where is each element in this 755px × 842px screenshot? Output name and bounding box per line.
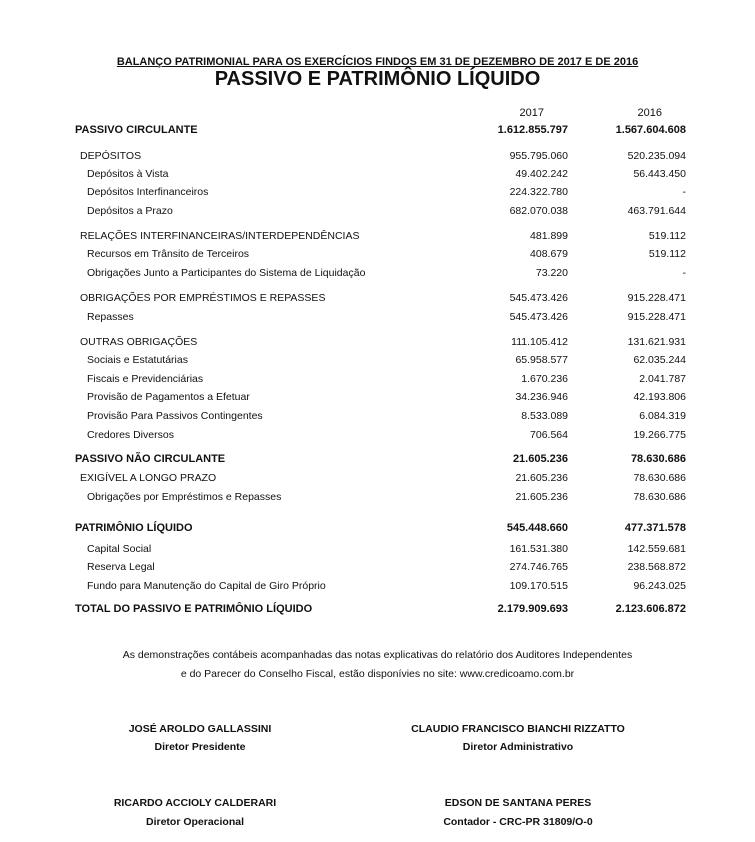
value-2016: 78.630.686	[633, 491, 686, 503]
signature-name: JOSÉ AROLDO GALLASSINI	[128, 723, 272, 735]
value-2017: 8.533.089	[521, 410, 568, 422]
row-label: Fiscais e Previdenciárias	[87, 373, 204, 385]
value-2017: 545.473.426	[509, 292, 568, 304]
value-2016: 131.621.931	[627, 336, 686, 348]
value-2016: 62.035.244	[633, 354, 686, 366]
signature-name: EDSON DE SANTANA PERES	[444, 797, 592, 809]
value-2017: 955.795.060	[509, 150, 568, 162]
group-row	[0, 336, 755, 352]
value-2016: 519.112	[648, 248, 686, 260]
value-2017: 49.402.242	[515, 168, 568, 180]
row-label: Obrigações por Empréstimos e Repasses	[87, 491, 282, 503]
value-2016: 42.193.806	[633, 391, 686, 403]
report-subtitle: BALANÇO PATRIMONIAL PARA OS EXERCÍCIOS FINDOS EM 31 DE DEZEMBRO DE 2017 E DE 2016	[116, 56, 639, 68]
notes-line-2: e do Parecer do Conselho Fiscal, estão disponívies no site: www.credicoamo.com.br	[180, 668, 575, 680]
value-2016: 78.630.686	[630, 453, 686, 465]
row-label: Depósitos à Vista	[87, 168, 169, 180]
value-2017: 408.679	[530, 248, 568, 260]
value-2016: 142.559.681	[627, 543, 686, 555]
value-2017: 161.531.380	[509, 543, 568, 555]
table-row	[0, 267, 755, 283]
row-label: OUTRAS OBRIGAÇÕES	[80, 336, 198, 348]
value-2016: 915.228.471	[627, 311, 686, 323]
row-label: OBRIGAÇÕES POR EMPRÉSTIMOS E REPASSES	[80, 292, 326, 304]
value-2016: 915.228.471	[627, 292, 686, 304]
value-2016: 2.123.606.872	[615, 603, 686, 615]
row-label: DEPÓSITOS	[80, 150, 142, 162]
row-label: Credores Diversos	[87, 429, 174, 441]
row-label: PASSIVO NÃO CIRCULANTE	[75, 453, 226, 465]
row-label: PATRIMÔNIO LÍQUIDO	[75, 522, 193, 534]
signature-name: CLAUDIO FRANCISCO BIANCHI RIZZATTO	[411, 723, 625, 735]
row-label: Recursos em Trânsito de Terceiros	[87, 248, 250, 260]
value-2016: 238.568.872	[627, 561, 686, 573]
value-2017: 1.612.855.797	[497, 124, 568, 136]
section-row	[0, 522, 755, 538]
table-row	[0, 580, 755, 596]
value-2017: 2.179.909.693	[497, 603, 568, 615]
table-row	[0, 561, 755, 577]
value-2016: 463.791.644	[627, 205, 686, 217]
value-2016: 6.084.319	[639, 410, 686, 422]
signature-name: RICARDO ACCIOLY CALDERARI	[113, 797, 277, 809]
value-2017: 65.958.577	[515, 354, 568, 366]
table-row	[0, 205, 755, 221]
value-2016: -	[682, 267, 686, 279]
value-2017: 21.605.236	[515, 491, 568, 503]
value-2017: 545.473.426	[509, 311, 568, 323]
table-row	[0, 429, 755, 445]
signature-role: Diretor Operacional	[145, 816, 245, 828]
value-2017: 109.170.515	[509, 580, 568, 592]
notes-line-1: As demonstrações contábeis acompanhadas das notas explicativas do relatório dos Auditores Independentes	[122, 649, 633, 661]
signature-role: Diretor Administrativo	[462, 741, 574, 753]
section-row	[0, 603, 755, 619]
value-2017: 1.670.236	[521, 373, 568, 385]
table-row	[0, 543, 755, 559]
row-label: Repasses	[87, 311, 134, 323]
value-2016: 96.243.025	[633, 580, 686, 592]
value-2017: 21.605.236	[512, 453, 568, 465]
value-2016: 520.235.094	[627, 150, 686, 162]
table-row	[0, 373, 755, 389]
row-label: Reserva Legal	[87, 561, 155, 573]
group-row	[0, 230, 755, 246]
value-2017: 682.070.038	[509, 205, 568, 217]
signature-role: Contador - CRC-PR 31809/O-0	[443, 816, 593, 828]
column-header-2017: 2017	[519, 107, 544, 119]
value-2017: 481.899	[530, 230, 568, 242]
value-2016: 19.266.775	[633, 429, 686, 441]
row-label: Fundo para Manutenção do Capital de Giro Próprio	[87, 580, 326, 592]
value-2017: 224.322.780	[509, 186, 568, 198]
value-2016: 1.567.604.608	[615, 124, 686, 136]
value-2017: 706.564	[530, 429, 568, 441]
value-2017: 545.448.660	[506, 522, 568, 534]
row-label: Sociais e Estatutárias	[87, 354, 188, 366]
value-2017: 34.236.946	[515, 391, 568, 403]
column-header-2016: 2016	[637, 107, 662, 119]
row-label: TOTAL DO PASSIVO E PATRIMÔNIO LÍQUIDO	[75, 603, 313, 615]
row-label: Provisão de Pagamentos a Efetuar	[87, 391, 250, 403]
table-row	[0, 491, 755, 507]
value-2016: 78.630.686	[633, 472, 686, 484]
row-label: Depósitos a Prazo	[87, 205, 173, 217]
table-row	[0, 248, 755, 264]
table-row	[0, 168, 755, 184]
value-2016: 519.112	[648, 230, 686, 242]
value-2016: 56.443.450	[633, 168, 686, 180]
table-row	[0, 391, 755, 407]
group-row	[0, 472, 755, 488]
table-row	[0, 354, 755, 370]
row-label: Provisão Para Passivos Contingentes	[87, 410, 263, 422]
row-label: EXIGÍVEL A LONGO PRAZO	[80, 472, 217, 484]
group-row	[0, 292, 755, 308]
value-2016: 2.041.787	[639, 373, 686, 385]
value-2017: 111.105.412	[511, 336, 568, 348]
group-row	[0, 150, 755, 166]
row-label: RELAÇÕES INTERFINANCEIRAS/INTERDEPENDÊNCIAS	[80, 230, 360, 242]
value-2017: 73.220	[535, 267, 568, 279]
row-label: Depósitos Interfinanceiros	[87, 186, 209, 198]
value-2016: 477.371.578	[624, 522, 686, 534]
row-label: PASSIVO CIRCULANTE	[75, 124, 198, 136]
table-row	[0, 186, 755, 202]
section-row	[0, 453, 755, 469]
table-row	[0, 311, 755, 327]
value-2017: 21.605.236	[515, 472, 568, 484]
table-row	[0, 410, 755, 426]
row-label: Capital Social	[87, 543, 152, 555]
signature-role: Diretor Presidente	[154, 741, 246, 753]
section-row	[0, 124, 755, 140]
value-2016: -	[682, 186, 686, 198]
value-2017: 274.746.765	[509, 561, 568, 573]
row-label: Obrigações Junto a Participantes do Sistema de Liquidação	[87, 267, 366, 279]
report-title: PASSIVO E PATRIMÔNIO LÍQUIDO	[214, 68, 541, 90]
